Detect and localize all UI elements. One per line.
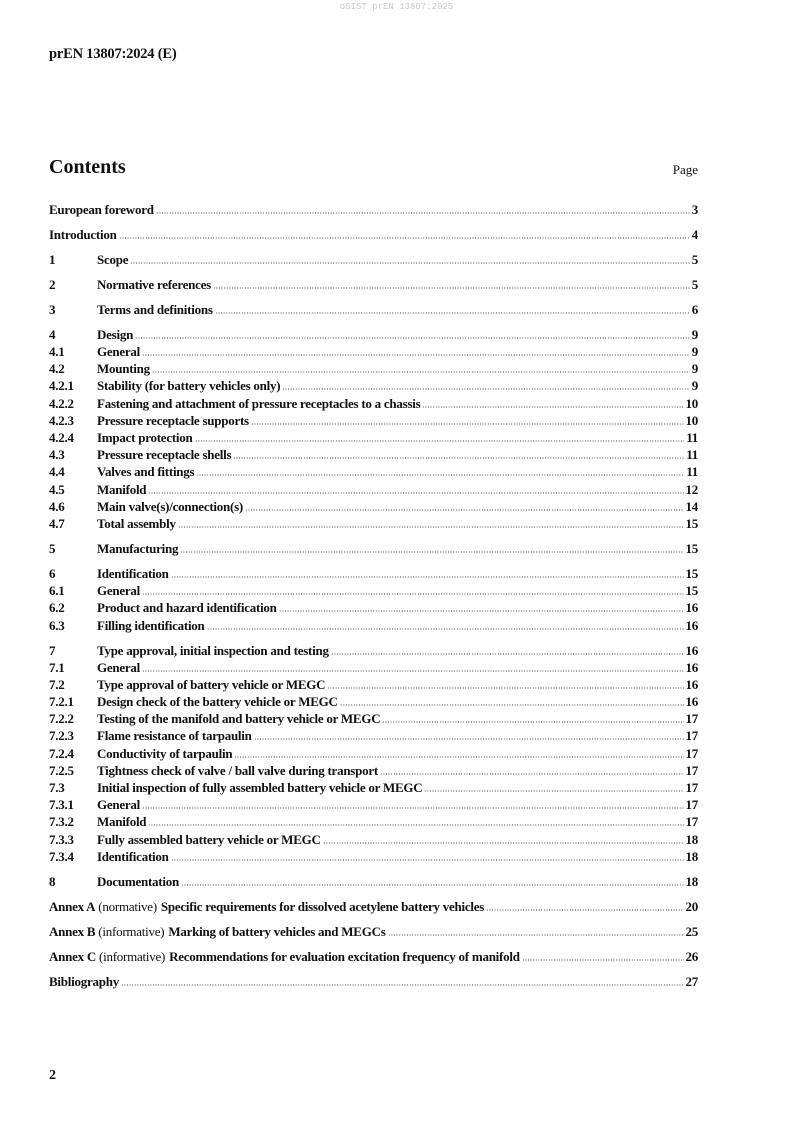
dot-leader (486, 909, 683, 911)
toc-entry-number: 7.3.3 (49, 831, 74, 847)
toc-entry-number: 7.3 (49, 780, 65, 795)
toc-entry-number: 1 (49, 251, 56, 267)
dot-leader (234, 756, 683, 758)
toc-entry-page: 12 (685, 481, 698, 497)
toc-entry-title: Recommendations for evaluation excitation frequency of manifold (169, 948, 520, 964)
toc-entry[interactable] (49, 463, 698, 480)
toc-entry-page: 16 (685, 617, 698, 633)
dot-leader (195, 440, 685, 442)
toc-entry[interactable] (49, 676, 698, 693)
toc-entry[interactable] (49, 301, 698, 318)
toc-entry-number: 4.6 (49, 498, 65, 514)
toc-entry-number: 7.2.5 (49, 762, 74, 778)
toc-entry-title: Pressure receptacle shells (97, 447, 232, 463)
toc-group (49, 251, 698, 268)
toc-entry-number: 5 (49, 540, 56, 556)
toc-group (49, 565, 698, 634)
toc-entry-title: Bibliography (49, 973, 119, 989)
toc-entry-page: 16 (685, 642, 698, 658)
dot-leader (424, 790, 683, 792)
toc-entry-title: General (97, 583, 141, 599)
toc-entry-number: 4.2 (49, 361, 65, 377)
watermark: oSIST prEN 13807:2025 (339, 2, 454, 12)
dot-leader (119, 237, 690, 239)
toc-entry-number: 7.1 (49, 659, 65, 675)
dot-leader (148, 492, 683, 494)
toc-entry-title: General (97, 797, 141, 813)
dot-leader (422, 406, 683, 408)
toc-entry-title: Normative references (97, 276, 211, 292)
toc-entry-title: Terms and definitions (97, 301, 213, 317)
toc-entry-title: Design (97, 326, 134, 342)
dot-leader (251, 423, 684, 425)
toc-entry-page: 17 (685, 814, 698, 830)
toc-entry-title: Identification (97, 565, 169, 581)
toc-entry-page: 11 (686, 430, 698, 446)
toc-entry-page: 9 (691, 361, 698, 377)
toc-entry-page: 16 (685, 676, 698, 692)
dot-leader (331, 653, 684, 655)
dot-leader (245, 509, 684, 511)
dot-leader (207, 628, 684, 630)
toc-entry[interactable] (49, 762, 698, 779)
toc-entry-number: 7.3.4 (49, 848, 74, 864)
dot-leader (279, 610, 684, 612)
toc-entry[interactable] (49, 873, 698, 890)
toc-entry-number: 7.2.3 (49, 728, 74, 744)
dot-leader (171, 576, 684, 578)
toc-entry[interactable] (49, 898, 698, 915)
dot-leader (382, 721, 683, 723)
toc-group (49, 226, 698, 243)
toc-entry[interactable] (49, 831, 698, 848)
toc-entry-number: 6.2 (49, 600, 65, 616)
contents-heading: Contents (49, 156, 126, 178)
toc-group (49, 540, 698, 557)
toc-entry-number: 7.2.2 (49, 711, 74, 727)
toc-entry[interactable] (49, 251, 698, 268)
toc-entry-page: 9 (691, 378, 698, 394)
toc-entry[interactable] (49, 565, 698, 582)
toc-entry-title: Impact protection (97, 430, 193, 446)
dot-leader (142, 670, 683, 672)
table-of-contents (49, 201, 698, 998)
toc-entry-title: European foreword (49, 202, 154, 217)
toc-entry-page: 10 (685, 395, 698, 411)
toc-group (49, 642, 698, 865)
toc-entry-title: Main valve(s)/connection(s) (97, 498, 243, 514)
dot-leader (233, 457, 684, 459)
dot-leader (156, 212, 690, 214)
toc-entry-page: 17 (685, 711, 698, 727)
toc-entry-title: Fully assembled battery vehicle or MEGC (97, 831, 321, 847)
toc-group (49, 973, 698, 990)
toc-entry-number: 4.4 (49, 464, 65, 480)
toc-group (49, 923, 698, 940)
toc-entry-title: Stability (for battery vehicles only) (97, 378, 281, 394)
toc-entry[interactable] (49, 973, 698, 990)
toc-entry-title: Mounting (97, 361, 150, 377)
toc-entry-page: 14 (685, 498, 698, 514)
toc-entry-number: 7.2.1 (49, 694, 74, 710)
toc-entry-page: 18 (685, 848, 698, 864)
dot-leader (323, 842, 684, 844)
toc-entry-title: Fastening and attachment of pressure receptacles to a chassis (97, 395, 421, 411)
dot-leader (148, 824, 683, 826)
toc-entry[interactable] (49, 515, 698, 532)
toc-group (49, 326, 698, 532)
toc-entry-page: 3 (691, 202, 698, 217)
toc-entry[interactable] (49, 412, 698, 429)
toc-entry[interactable] (49, 727, 698, 744)
toc-entry-page: 10 (685, 412, 698, 428)
toc-entry[interactable] (49, 226, 698, 243)
dot-leader (121, 984, 684, 986)
toc-entry-title: General (97, 659, 141, 675)
toc-entry[interactable] (49, 343, 698, 360)
toc-group (49, 948, 698, 965)
toc-entry-title: Pressure receptacle supports (97, 412, 249, 428)
toc-entry[interactable] (49, 813, 698, 830)
toc-entry[interactable] (49, 617, 698, 634)
toc-entry-title: Introduction (49, 226, 117, 242)
toc-entry-title: Manifold (97, 814, 147, 830)
annex-label: Annex B (49, 923, 96, 939)
toc-entry-number: 4.7 (49, 515, 65, 531)
toc-entry-page: 9 (691, 344, 698, 360)
toc-entry[interactable] (49, 201, 698, 218)
toc-entry-number: 7.2.4 (49, 745, 74, 761)
toc-entry-title: Manifold (97, 481, 147, 497)
toc-entry-number: 6 (49, 565, 56, 581)
toc-entry-title: Product and hazard identification (97, 600, 277, 616)
toc-entry-number: 4 (49, 326, 56, 342)
toc-entry-title: Documentation (97, 873, 179, 889)
toc-entry[interactable] (49, 599, 698, 616)
toc-entry-title: Conductivity of tarpaulin (97, 745, 233, 761)
toc-entry[interactable] (49, 481, 698, 498)
toc-entry-title: General (97, 344, 141, 360)
toc-entry-number: 4.2.3 (49, 412, 74, 428)
toc-entry-number: 8 (49, 873, 56, 889)
toc-entry-title: Filling identification (97, 617, 205, 633)
toc-entry-number: 7 (49, 642, 56, 658)
toc-entry-page: 15 (685, 540, 698, 556)
toc-entry-title: Identification (97, 848, 169, 864)
toc-group (49, 201, 698, 218)
toc-entry[interactable] (49, 276, 698, 293)
toc-entry-page: 11 (686, 464, 698, 480)
toc-entry-number: 4.1 (49, 344, 65, 360)
toc-entry-page: 15 (685, 583, 698, 599)
dot-leader (142, 807, 683, 809)
toc-entry[interactable] (49, 796, 698, 813)
toc-group (49, 276, 698, 293)
toc-entry-number: 4.2.1 (49, 378, 74, 394)
page-number: 2 (49, 1068, 56, 1083)
dot-leader (340, 704, 684, 706)
dot-leader (215, 312, 690, 314)
toc-entry-page: 15 (685, 515, 698, 531)
toc-entry-page: 27 (685, 973, 698, 989)
toc-entry-number: 7.3.2 (49, 814, 74, 830)
toc-entry-title: Tightness check of valve / ball valve during transport (97, 762, 378, 778)
toc-group (49, 301, 698, 318)
dot-leader (327, 687, 683, 689)
toc-entry-number: 4.5 (49, 481, 65, 497)
dot-leader (130, 262, 690, 264)
annex-label: Annex A (49, 898, 96, 914)
toc-entry[interactable] (49, 948, 698, 965)
toc-entry[interactable] (49, 326, 698, 343)
annex-type: (informative) (98, 923, 165, 939)
toc-entry-page: 25 (685, 923, 698, 939)
toc-entry[interactable] (49, 360, 698, 377)
dot-leader (254, 738, 684, 740)
toc-entry[interactable] (49, 779, 698, 796)
toc-entry-title: Total assembly (97, 515, 176, 531)
toc-entry-page: 5 (691, 276, 698, 292)
dot-leader (152, 371, 690, 373)
toc-entry-number: 6.3 (49, 617, 65, 633)
toc-entry-page: 16 (685, 659, 698, 675)
page-column-label: Page (672, 162, 698, 177)
toc-entry-page: 26 (685, 948, 698, 964)
toc-entry-page: 18 (685, 831, 698, 847)
toc-entry-number: 4.2.2 (49, 395, 74, 411)
toc-entry-number: 7.2 (49, 676, 65, 692)
toc-entry-title: Manufacturing (97, 540, 179, 556)
toc-entry[interactable] (49, 582, 698, 599)
toc-entry-title: Type approval of battery vehicle or MEGC (97, 676, 326, 692)
dot-leader (388, 934, 684, 936)
toc-entry-title: Scope (97, 251, 129, 267)
toc-entry-number: 7.3.1 (49, 797, 74, 813)
toc-entry-title: Marking of battery vehicles and MEGCs (168, 923, 386, 939)
dot-leader (178, 526, 684, 528)
dot-leader (380, 773, 684, 775)
toc-entry-page: 15 (685, 565, 698, 581)
toc-entry-title: Valves and fittings (97, 464, 195, 480)
dot-leader (135, 337, 690, 339)
toc-entry-page: 9 (691, 326, 698, 342)
dot-leader (171, 859, 684, 861)
toc-entry-number: 4.3 (49, 447, 65, 463)
toc-entry[interactable] (49, 429, 698, 446)
dot-leader (142, 593, 683, 595)
annex-type: (normative) (98, 898, 157, 914)
toc-entry-page: 17 (685, 745, 698, 761)
dot-leader (180, 551, 683, 553)
toc-entry-page: 16 (685, 600, 698, 616)
toc-entry[interactable] (49, 498, 698, 515)
toc-entry[interactable] (49, 395, 698, 412)
toc-entry-title: Design check of the battery vehicle or MEGC (97, 694, 338, 710)
toc-entry[interactable] (49, 642, 698, 659)
toc-entry[interactable] (49, 693, 698, 710)
toc-entry[interactable] (49, 745, 698, 762)
toc-entry-page: 17 (685, 728, 698, 744)
toc-entry-page: 20 (685, 898, 698, 914)
toc-entry-page: 16 (685, 694, 698, 710)
toc-entry[interactable] (49, 710, 698, 727)
dot-leader (213, 287, 690, 289)
toc-entry-number: 2 (49, 276, 56, 292)
toc-entry[interactable] (49, 377, 698, 394)
toc-entry-page: 18 (685, 873, 698, 889)
toc-entry-number: 3 (49, 301, 56, 317)
dot-leader (181, 884, 684, 886)
annex-label: Annex C (49, 948, 97, 964)
toc-entry-page: 5 (691, 251, 698, 267)
dot-leader (282, 388, 689, 390)
toc-entry-page: 6 (691, 301, 698, 317)
toc-group (49, 898, 698, 915)
toc-entry-title: Specific requirements for dissolved acetylene battery vehicles (160, 898, 485, 914)
toc-entry[interactable] (49, 923, 698, 940)
dot-leader (196, 474, 684, 476)
toc-entry-title: Initial inspection of fully assembled battery vehicle or MEGC (97, 780, 423, 795)
toc-entry-page: 4 (691, 226, 698, 242)
annex-type: (informative) (99, 948, 166, 964)
toc-entry-page: 17 (685, 762, 698, 778)
toc-entry-page: 11 (686, 447, 698, 463)
toc-entry-number: 6.1 (49, 583, 65, 599)
toc-entry-title: Type approval, initial inspection and testing (97, 642, 329, 658)
toc-entry-page: 17 (685, 780, 698, 795)
toc-entry-number: 4.2.4 (49, 430, 74, 446)
toc-entry[interactable] (49, 659, 698, 676)
toc-entry[interactable] (49, 446, 698, 463)
toc-entry-page: 17 (685, 797, 698, 813)
toc-entry[interactable] (49, 540, 698, 557)
toc-entry-title: Testing of the manifold and battery vehicle or MEGC (97, 711, 381, 727)
document-header: prEN 13807:2024 (E) (49, 46, 177, 62)
toc-entry[interactable] (49, 848, 698, 865)
dot-leader (522, 959, 684, 961)
dot-leader (142, 354, 690, 356)
toc-group (49, 873, 698, 890)
toc-entry-title: Flame resistance of tarpaulin (97, 728, 252, 744)
